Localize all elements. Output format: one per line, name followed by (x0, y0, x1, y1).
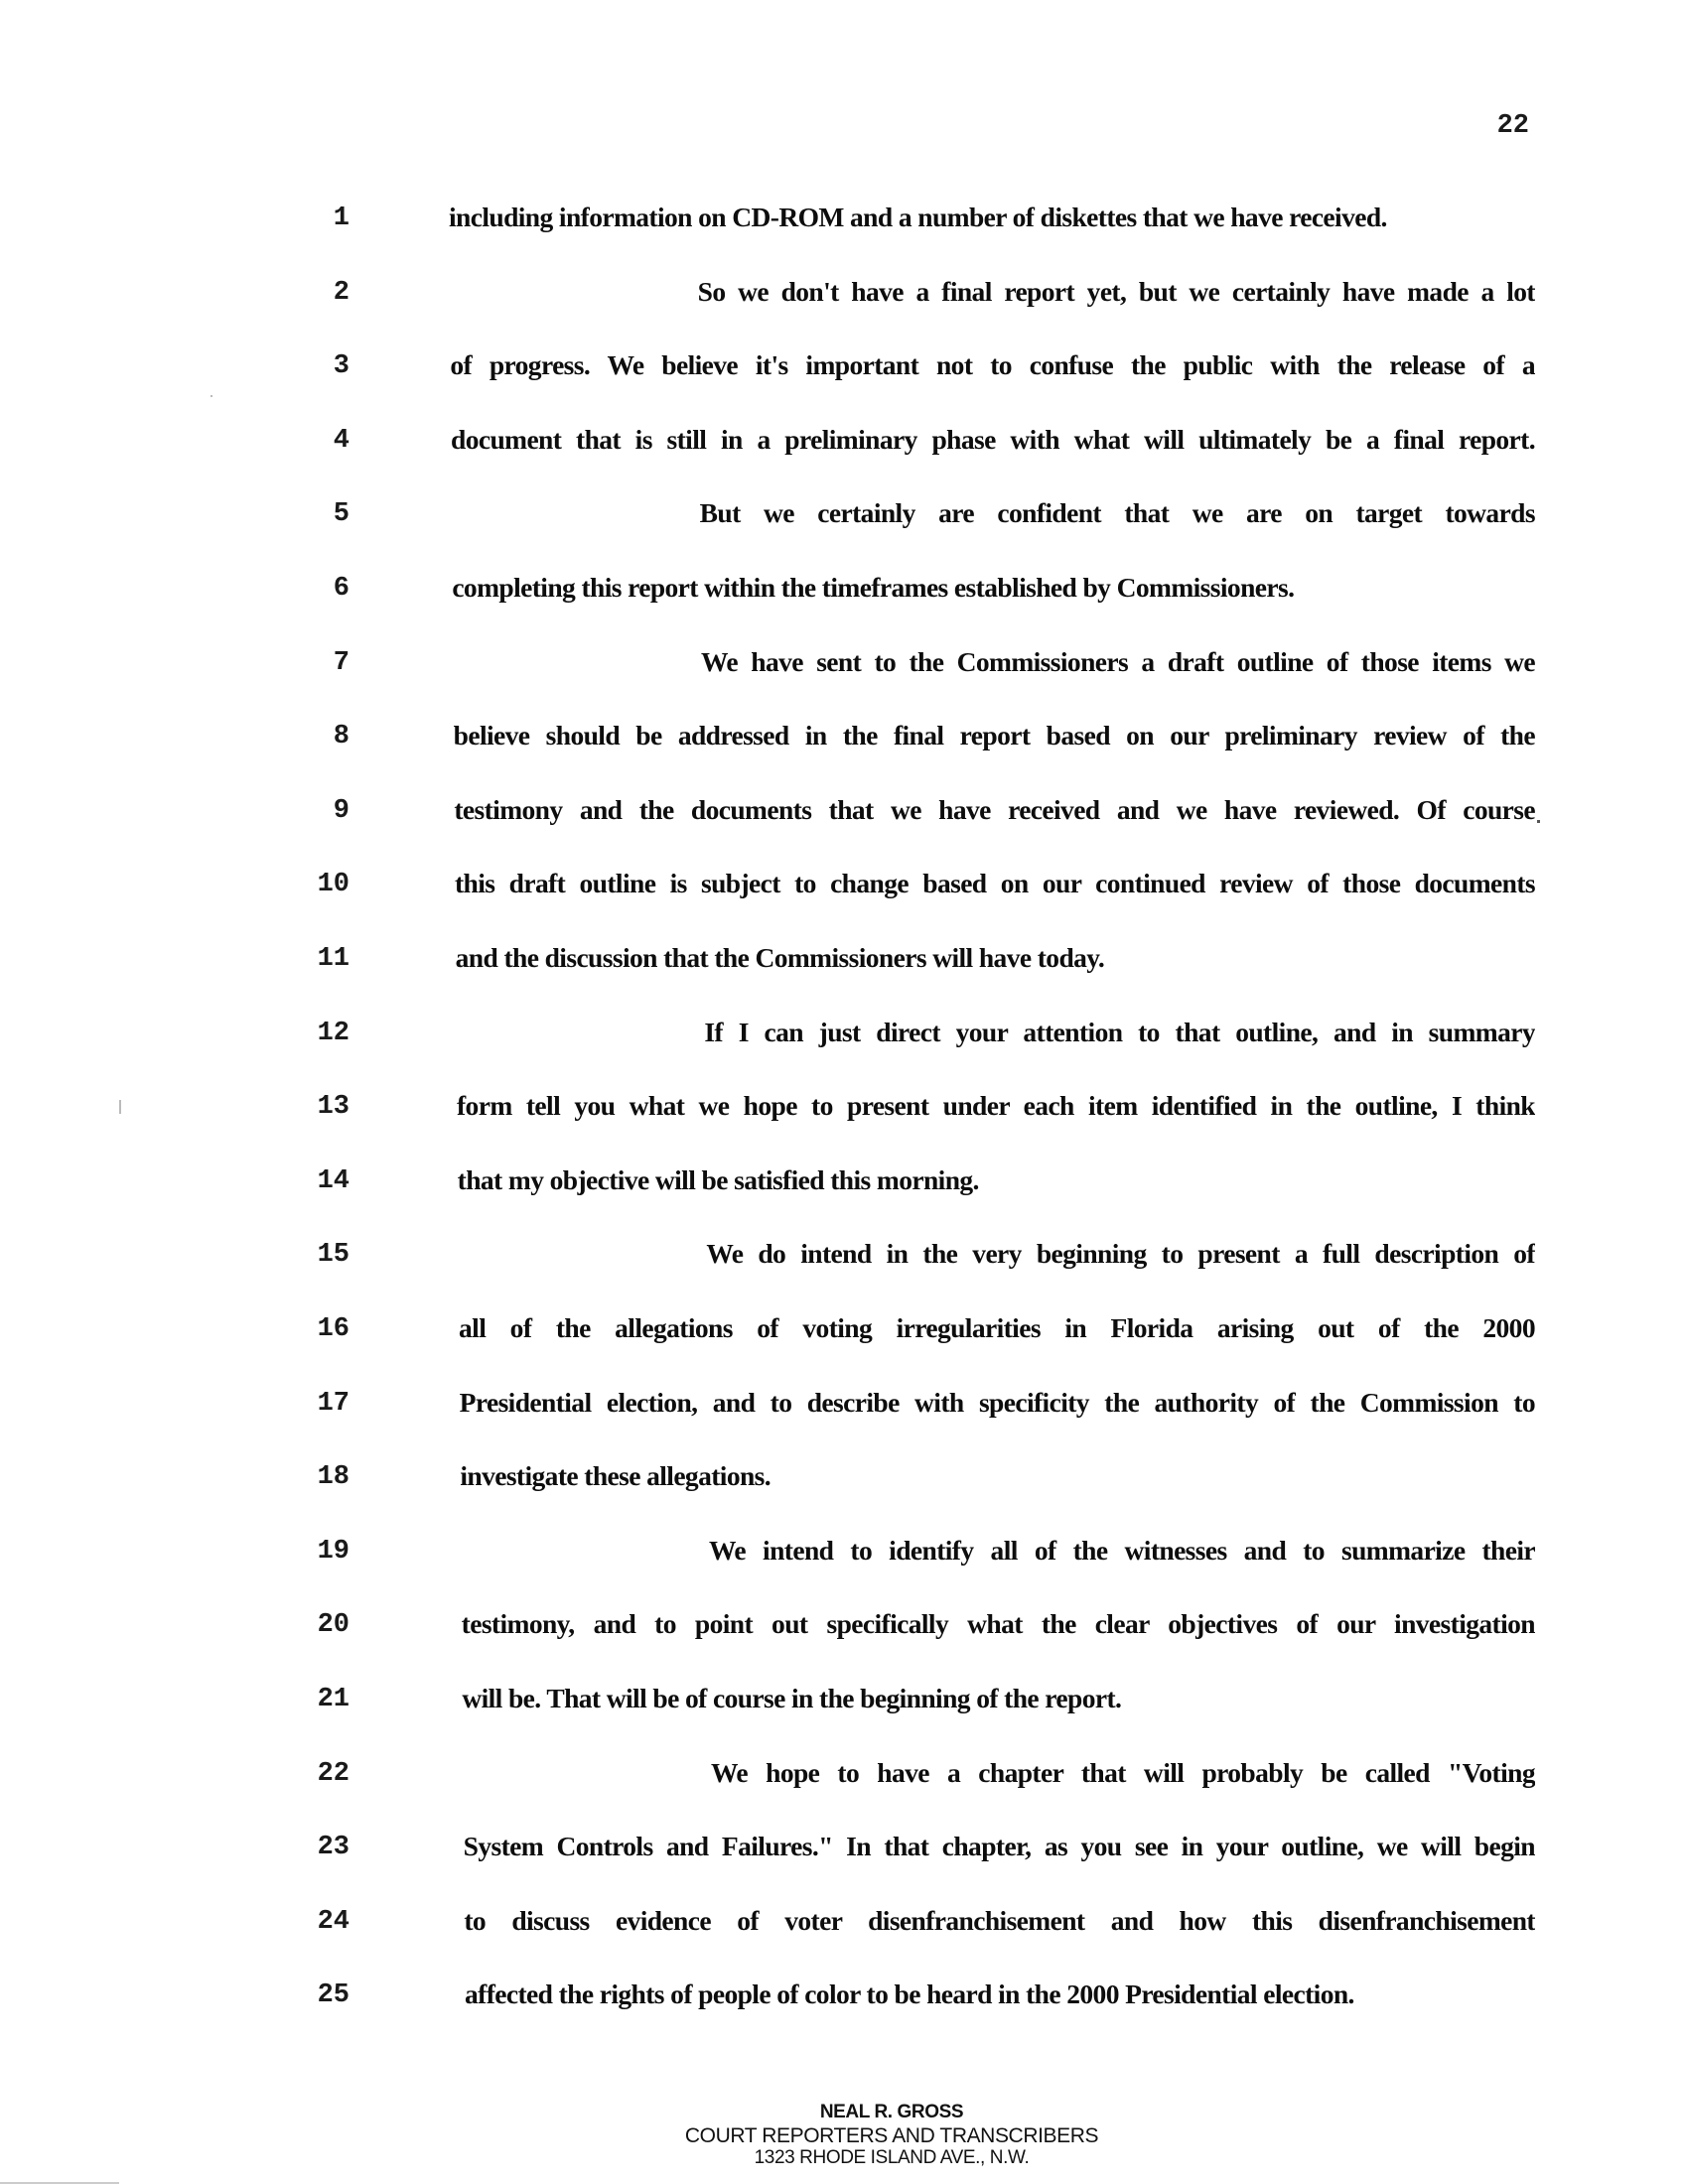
transcript-line (0, 870, 1684, 909)
scan-speck (210, 395, 212, 397)
transcript-line (0, 204, 1684, 243)
transcript-line (0, 1016, 1684, 1058)
line-number: 4 (333, 425, 350, 456)
line-text: believe should be addressed in the final report based on our preliminary review of the (453, 720, 1535, 751)
footer-company: COURT REPORTERS AND TRANSCRIBERS (684, 2124, 1099, 2147)
line-number: 25 (317, 1980, 350, 2011)
line-number: 9 (333, 795, 350, 826)
line-text: But we certainly are confident that we are on target towards (699, 497, 1535, 529)
line-number: 3 (333, 351, 350, 382)
line-number: 10 (317, 870, 350, 900)
line-text: will be. That will be of course in the beginning of the report. (462, 1683, 1122, 1713)
transcript-line (0, 499, 1684, 539)
line-number: 7 (333, 647, 350, 678)
line-number: 16 (317, 1314, 350, 1344)
transcript-line (0, 1314, 1684, 1354)
transcript-line (0, 645, 1684, 688)
line-text: We have sent to the Commissioners a draft outline of those items we (701, 645, 1535, 677)
page-number: 22 (1496, 111, 1529, 141)
line-text: testimony, and to point out specifically what the clear objectives of our investigation (461, 1608, 1535, 1640)
line-number: 2 (333, 277, 350, 308)
line-number: 20 (317, 1610, 350, 1641)
transcript-line (0, 1240, 1684, 1280)
line-text: We intend to identify all of the witnesses and to summarize their (709, 1534, 1535, 1566)
scan-speck (1537, 820, 1540, 823)
line-text: If I can just direct your attention to that outline, and in summary (704, 1016, 1535, 1047)
transcript-line (0, 1534, 1684, 1576)
line-text: of progress. We believe it's important not to confuse the public with the release of a (450, 349, 1535, 381)
line-number: 15 (317, 1240, 350, 1271)
transcript-line (0, 944, 1684, 984)
line-text: and the discussion that the Commissioners will have today. (455, 942, 1105, 973)
line-number: 18 (317, 1462, 350, 1493)
transcript-line (0, 1386, 1684, 1429)
transcript-line (0, 1980, 1684, 2020)
transcript-line (0, 793, 1684, 836)
transcript-line (0, 1833, 1684, 1872)
transcript-line (0, 1685, 1684, 1724)
line-number: 13 (317, 1092, 350, 1123)
transcript-line (0, 574, 1684, 614)
footer-address: 1323 RHODE ISLAND AVE., N.W. (754, 2147, 1030, 2168)
line-text: So we don't have a final report yet, but we certainly have made a lot (697, 275, 1535, 307)
line-text: form tell you what we hope to present under each item identified in the outline, I think (457, 1090, 1535, 1122)
transcript-line (0, 351, 1684, 391)
transcript-line (0, 722, 1684, 761)
line-text: to discuss evidence of voter disenfranchisement and how this disenfranchisement (464, 1904, 1535, 1936)
transcript-line (0, 423, 1684, 466)
line-number: 1 (333, 204, 350, 233)
line-text: including information on CD-ROM and a number of diskettes that we have received. (449, 202, 1387, 232)
line-text: We hope to have a chapter that will probably be called "Voting (711, 1756, 1535, 1788)
line-number: 17 (317, 1388, 350, 1419)
line-text: We do intend in the very beginning to present a full description of (706, 1238, 1535, 1270)
line-number: 6 (333, 574, 350, 604)
line-number: 5 (333, 499, 350, 530)
line-number: 11 (317, 944, 350, 974)
line-number: 12 (317, 1018, 350, 1048)
transcript-line (0, 1092, 1684, 1132)
line-text: testimony and the documents that we have received and we have reviewed. Of course (454, 793, 1535, 825)
transcript-line (0, 275, 1684, 318)
line-text: System Controls and Failures." In that chapter, as you see in your outline, we will begin (463, 1831, 1535, 1862)
line-text: that my objective will be satisfied this morning. (457, 1163, 979, 1195)
line-text: this draft outline is subject to change based on our continued review of those documents (455, 868, 1535, 899)
transcript-line (0, 1904, 1684, 1947)
line-number: 24 (317, 1906, 350, 1937)
line-text: affected the rights of people of color to be heard in the 2000 Presidential election. (465, 1979, 1354, 2010)
line-number: 19 (317, 1536, 350, 1567)
line-number: 21 (317, 1685, 350, 1714)
transcript-line (0, 1462, 1684, 1502)
line-text: completing this report within the timeframes established by Commissioners. (452, 572, 1295, 603)
footer-reporter-name: NEAL R. GROSS (819, 2102, 964, 2122)
line-text: all of the allegations of voting irregularities in Florida arising out of the 2000 (459, 1312, 1535, 1343)
line-number: 8 (333, 722, 350, 752)
line-number: 14 (317, 1165, 350, 1196)
scan-speck (119, 1100, 121, 1114)
transcript-line (0, 1756, 1684, 1799)
line-text: investigate these allegations. (460, 1460, 772, 1492)
line-number: 23 (317, 1833, 350, 1863)
transcript-line (0, 1163, 1684, 1206)
line-text: document that is still in a preliminary phase with what will ultimately be a final report. (451, 423, 1535, 455)
line-number: 22 (317, 1758, 350, 1789)
line-text: Presidential election, and to describe with specificity the authority of the Commission to (459, 1386, 1535, 1418)
transcript-line (0, 1610, 1684, 1650)
